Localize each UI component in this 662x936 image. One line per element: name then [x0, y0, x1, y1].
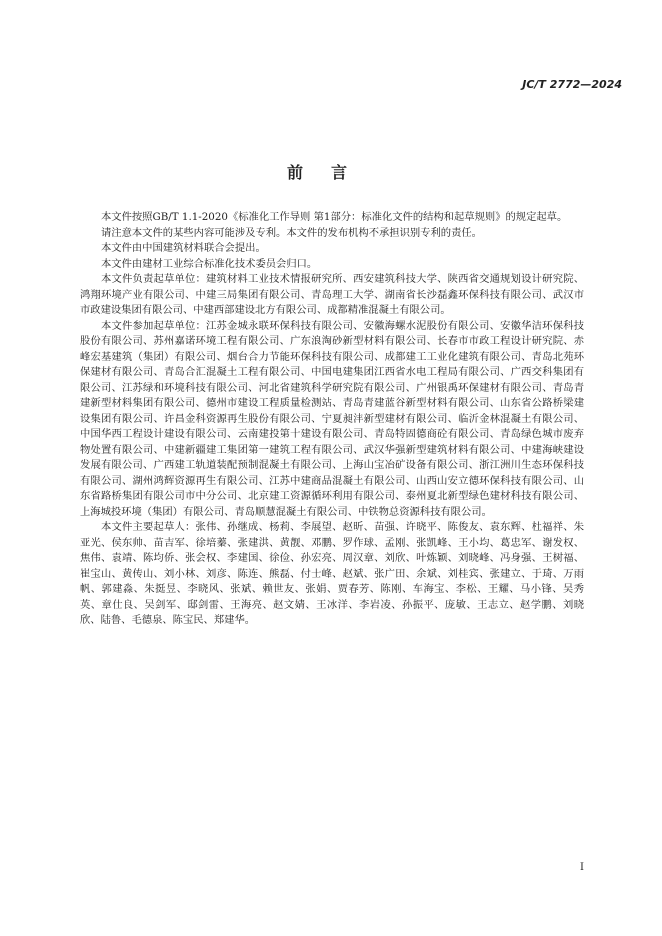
paragraph-committee: 本文件由建材工业综合标准化技术委员会归口。	[101, 257, 318, 270]
page-number: I	[580, 862, 584, 873]
standard-code: JC/T 2772—2024	[522, 78, 622, 91]
paragraph-main-drafters: 本文件主要起草人：张伟、孙继成、杨莉、李展望、赵昕、苗强、许晓平、陈俊友、袁东辉、杜福祥、朱亚光、侯东帅、苗吉军、徐培蓁、张建洪、黄靓、邓鹏、罗作球、孟刚、张凯峰、王小均、葛忠军、谢发权、焦伟、袁靖、陈均侨、张会权、李建国、徐俭、孙宏亮、周汉章、刘欣、叶炼颖、刘晓峰、冯身强、王树福、崔宝山、黄传山、刘小林、刘彦、陈连、熊磊、付士峰、赵斌、张广田、余斌、刘桂宾、张建立、于琦、万雨帆、郭建淼、朱挺昱、李晓风、张斌、赖世友、张娟、贾春芳、陈刚、车海宝、李松、王耀、马小锋、吴秀英、章仕良、吴剑军、邸剑雷、王海亮、赵文婧、王冰洋、李岩凌、孙振平、庞敏、王志立、赵学鹏、刘晓欣、陆鲁、毛德泉、陈宝民、郑建华。	[80, 521, 584, 626]
paragraph-lead-drafting-units: 本文件负责起草单位：建筑材料工业技术情报研究所、西安建筑科技大学、陕西省交通规划设计研究院、鸿翔环境产业有限公司、中建三局集团有限公司、青岛理工大学、湖南省长沙磊鑫环保科技有限公司、武汉市市政建设集团有限公司、中建西部建设北方有限公司、成都精准混凝土有限公司。	[80, 273, 584, 316]
document-body	[80, 210, 584, 629]
paragraph-drafting-rules: 本文件按照GB/T 1.1-2020《标准化工作导则 第1部分：标准化文件的结构和起草规则》的规定起草。	[101, 211, 568, 223]
paragraph-patent-notice: 请注意本文件的某些内容可能涉及专利。本文件的发布机构不承担识别专利的责任。	[101, 226, 482, 239]
paragraph-participating-units: 本文件参加起草单位：江苏金城永联环保科技有限公司、安徽海螺水泥股份有限公司、安徽华洁环保科技股份有限公司、苏州嘉诺环境工程有限公司、广东浪淘砂新型材料有限公司、长春市市政工程设计研究院、赤峰宏基建筑（集团）有限公司、烟台合力节能环保科技有限公司、成都建工工业化建筑有限公司、青岛北苑环保建材有限公司、青岛合汇混凝土工程有限公司、中国电建集团江西省水电工程局有限公司、广西交科集团有限公司、江苏绿和环境科技有限公司、河北省建筑科学研究院有限公司、广州银禹环保建材有限公司、青岛青建新型材料集团有限公司、德州市建设工程质量检测站、青岛青建蓝谷新型材料有限公司、山东省公路桥梁建设集团有限公司、许昌金科资源再生股份有限公司、宁夏昶沣新型建材有限公司、临沂金林混凝土有限公司、中国华西工程设计建设有限公司、云南建投第十建设有限公司、青岛特固德商砼有限公司、青岛绿色城市废弃物处置有限公司、中建新疆建工集团第一建筑工程有限公司、武汉华强新型建筑材料有限公司、中建海峡建设发展有限公司、广西建工轨道装配预制混凝土有限公司、上海山宝冶矿设备有限公司、浙江洲川生态环保科技有限公司、湖州鸿辉资源再生有限公司、江苏中建商品混凝土有限公司、山西山安立德环保科技有限公司、山东省路桥集团有限公司市中分公司、北京建工资源循环利用有限公司、泰州夏北新型绿色建材科技有限公司、上海城投环境（集团）有限公司、青岛顺慧混凝土有限公司、中铁物总资源科技有限公司。	[80, 319, 584, 518]
page-title: 前言	[286, 163, 375, 182]
paragraph-proposer: 本文件由中国建筑材料联合会提出。	[101, 242, 266, 254]
